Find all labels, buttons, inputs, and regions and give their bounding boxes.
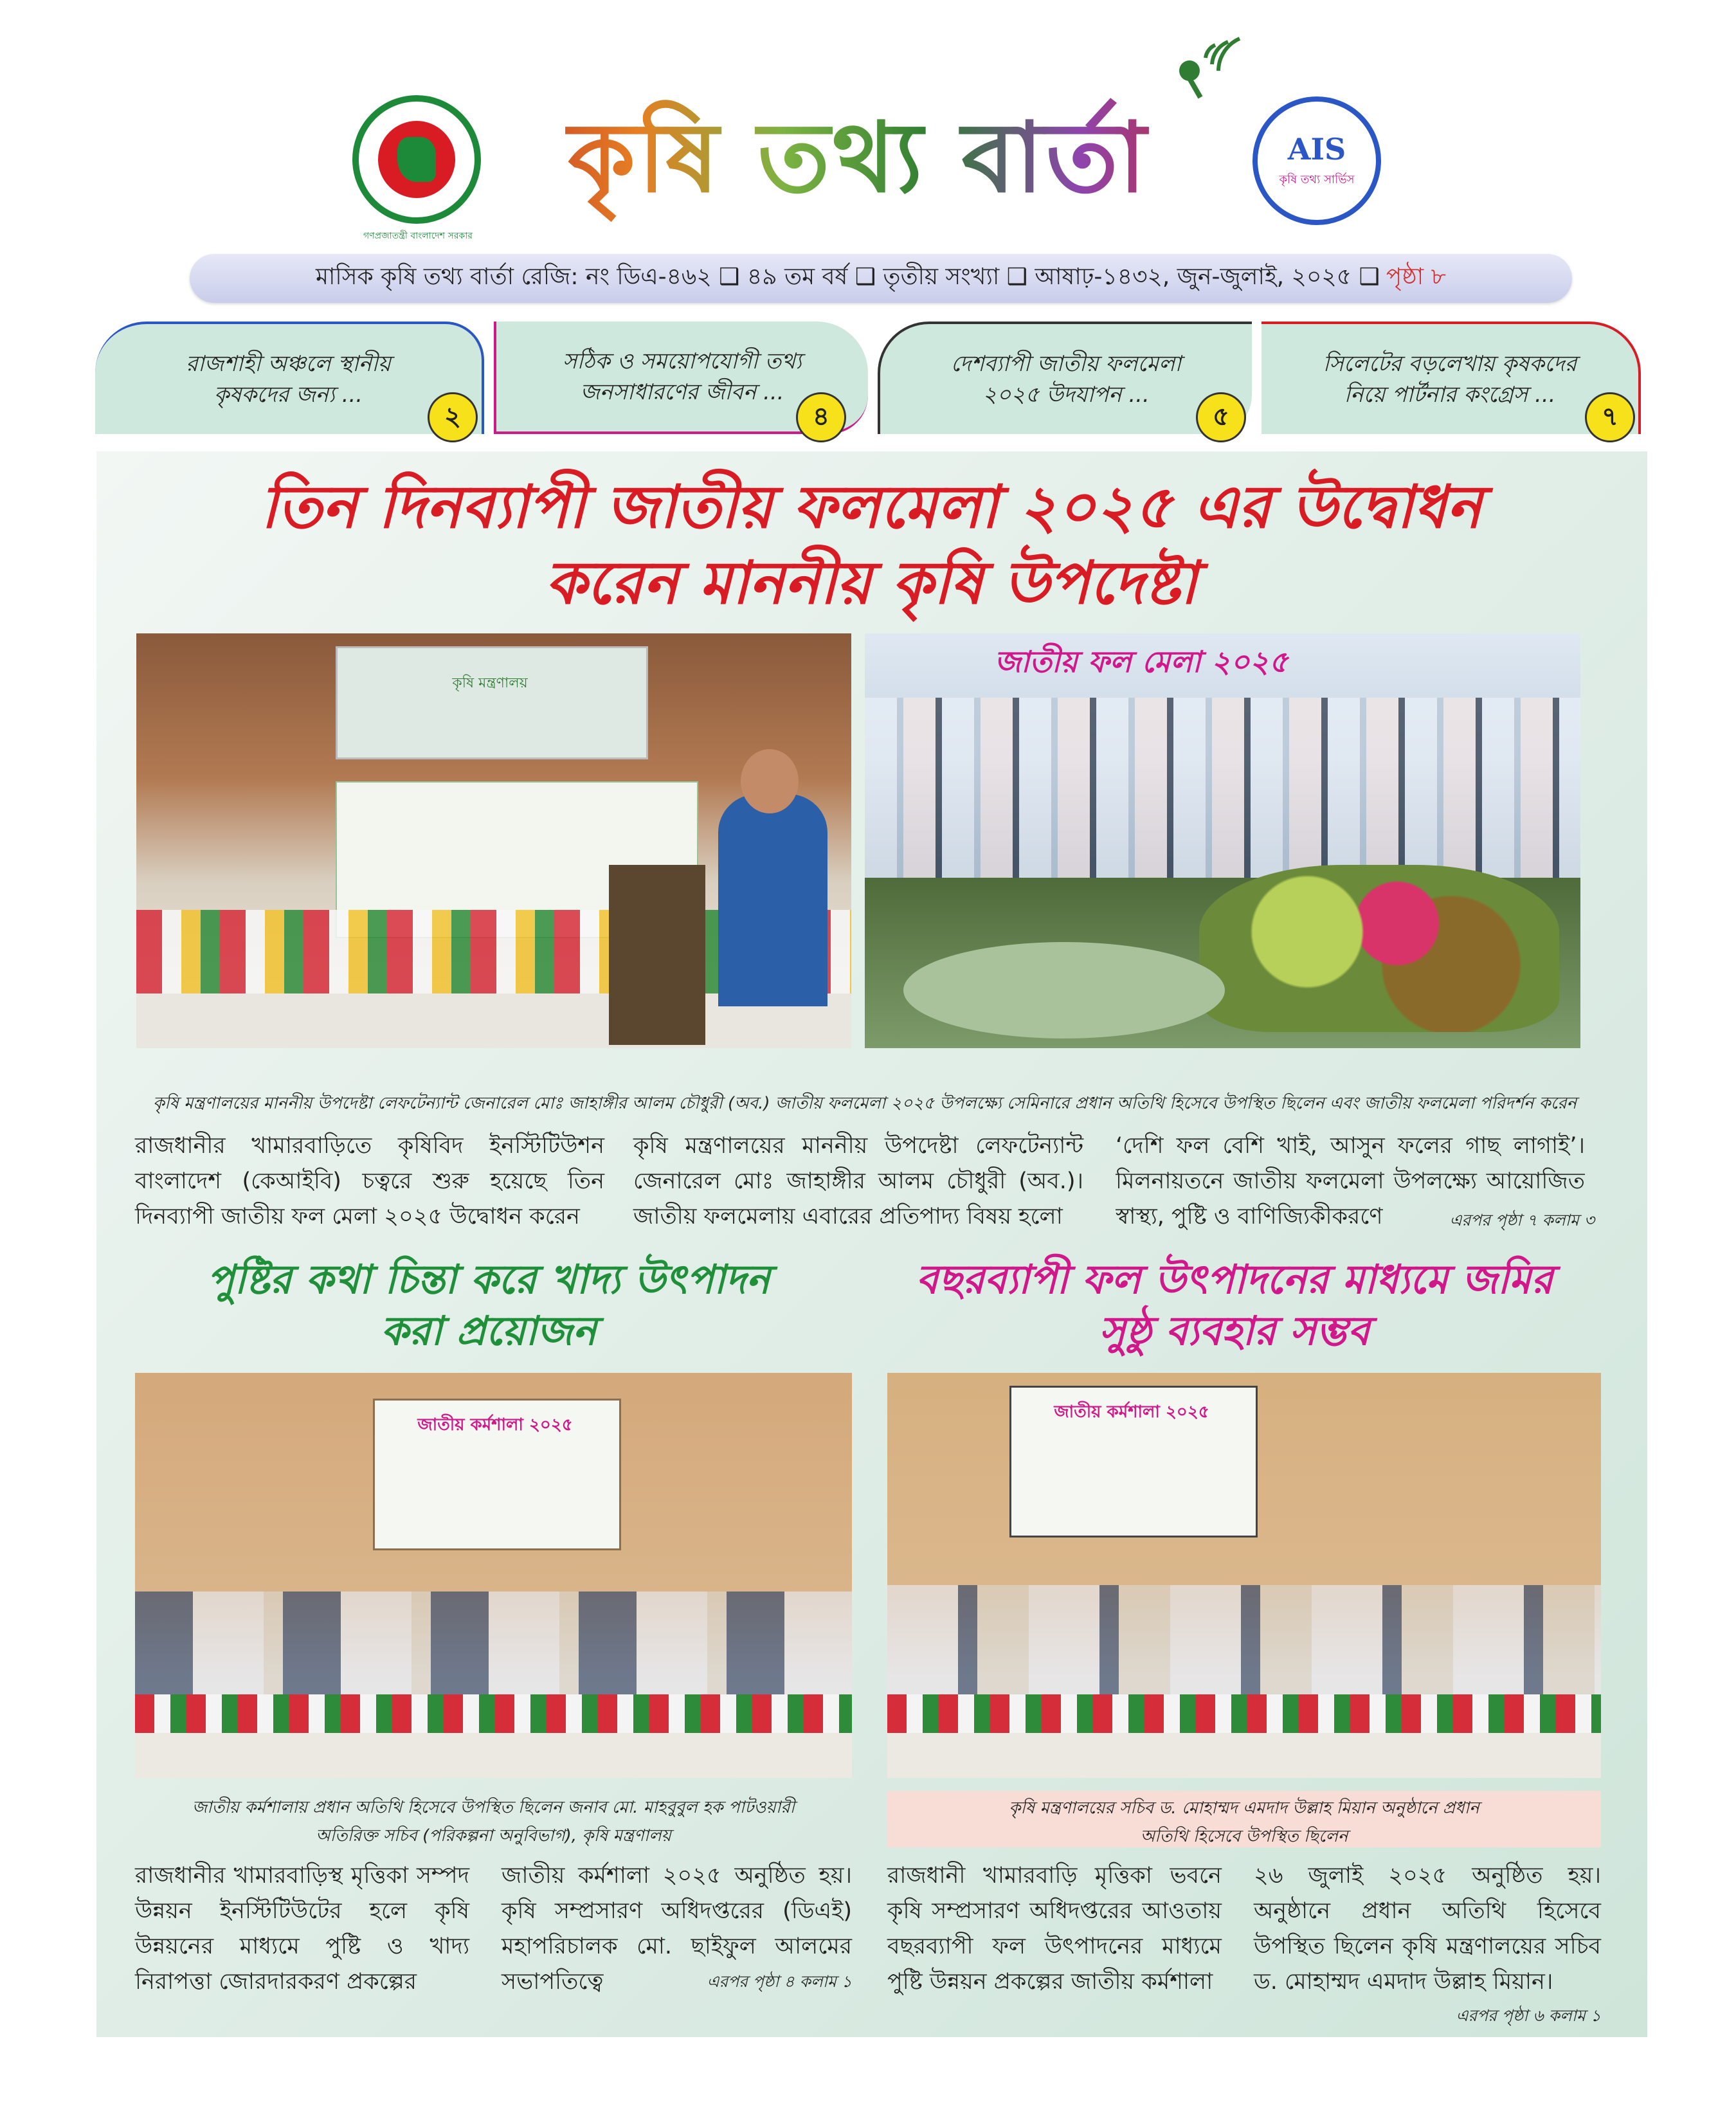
seminar-screen-title: কৃষি মন্ত্রণালয় xyxy=(452,675,528,691)
lead-continuation: এরপর পৃষ্ঠা ৭ কলাম ৩ xyxy=(1449,1211,1595,1229)
teaser-1-page-badge: ২ xyxy=(428,392,478,442)
left-caption-line1: জাতীয় কর্মশালায় প্রধান অতিথি হিসেবে উপস্থিত ছিলেন জনাব মো. মাহবুবুল হক পাটওয়ারী xyxy=(192,1798,795,1817)
teaser-1-line2: কৃষকদের জন্য ... xyxy=(213,381,363,408)
right-caption-line1: কৃষি মন্ত্রণালয়ের সচিব ড. মোহাম্মদ এমদাদ উল্লাহ মিয়ান অনুষ্ঠানে প্রধান xyxy=(1009,1799,1479,1818)
microphone-icon xyxy=(1151,26,1241,103)
teaser-1-line1: রাজশাহী অঞ্চলে স্থানীয় xyxy=(186,350,391,377)
page-number: পৃষ্ঠা ৮ xyxy=(1386,264,1446,290)
fruit-fair-banner: জাতীয় ফল মেলা ২০২৫ xyxy=(994,644,1288,679)
masthead-title: কৃষি তথ্য বার্তা xyxy=(489,90,1228,225)
teaser-4-line1: সিলেটের বড়লেখায় কৃষকদের xyxy=(1323,350,1577,377)
lead-photo-seminar xyxy=(136,633,851,1048)
right-story-photo xyxy=(887,1373,1601,1778)
left-story-headline-line2: করা প্রয়োজন xyxy=(381,1307,597,1354)
ais-logo-abbr: AIS xyxy=(1287,131,1346,167)
teaser-4[interactable] xyxy=(1261,322,1641,434)
lead-photo-fruit-fair xyxy=(865,633,1580,1048)
issue-info-bar xyxy=(190,254,1572,303)
teaser-2-line1: সঠিক ও সময়োপযোগী তথ্য xyxy=(562,348,802,374)
teaser-4-line2: নিয়ে পার্টনার কংগ্রেস ... xyxy=(1344,381,1556,408)
ais-logo-text: কৃষি তথ্য সার্ভিস xyxy=(1279,172,1355,186)
lead-column-1: রাজধানীর খামারবাড়িতে কৃষিবিদ ইনস্টিটিউশন বাংলাদেশ (কেআইবি) চত্বরে শুরু হয়েছে তিন দিনব্যাপী জাতীয় ফল মেলা ২০২৫ উদ্বোধন করেন xyxy=(135,1133,604,1229)
teaser-3-line1: দেশব্যাপী জাতীয় ফলমেলা xyxy=(950,350,1182,377)
lead-headline-line2: করেন মাননীয় কৃষি উপদেষ্টা xyxy=(545,549,1197,617)
teaser-2-line2: জনসাধারণের জীবন ... xyxy=(580,379,784,405)
teaser-4-page-badge: ৭ xyxy=(1585,392,1635,442)
left-story-continuation: এরপর পৃষ্ঠা ৪ কলাম ১ xyxy=(707,1972,852,1991)
teaser-1[interactable] xyxy=(95,322,484,434)
lead-column-3: ‘দেশি ফল বেশি খাই, আসুন ফলের গাছ লাগাই’। মিলনায়তনে জাতীয় ফলমেলা উপলক্ষ্যে আয়োজিত স্বাস্থ্য, পুষ্টি ও বাণিজ্যিকীকরণে xyxy=(1116,1133,1585,1229)
right-story-column-1: রাজধানী খামারবাড়ি মৃত্তিকা ভবনে কৃষি সম্প্রসারণ অধিদপ্তরের আওতায় বছরব্যাপী ফল উৎপাদনের মাধ্যমে পুষ্টি উন্নয়ন প্রকল্পের জাতীয় কর্মশালা xyxy=(887,1863,1222,1995)
right-screen-title: জাতীয় কর্মশালা ২০২৫ xyxy=(1054,1402,1209,1422)
left-story-caption xyxy=(135,1794,852,1851)
left-story-column-1: রাজধানীর খামারবাড়িস্থ মৃত্তিকা সম্পদ উন্নয়ন ইনস্টিটিউটের হলে কৃষি উন্নয়নের মাধ্যমে পুষ্টি ও খাদ্য নিরাপত্তা জোরদারকরণ প্রকল্পের xyxy=(135,1863,469,1995)
teaser-3-line2: ২০২৫ উদযাপন ... xyxy=(982,381,1150,408)
left-story-photo xyxy=(135,1373,852,1778)
right-story-headline-line2: সুষ্ঠু ব্যবহার সম্ভব xyxy=(1099,1307,1370,1354)
government-seal-text: গণপ্রজাতন্ত্রী বাংলাদেশ সরকার xyxy=(363,231,473,241)
left-story-headline xyxy=(135,1254,842,1357)
government-seal xyxy=(352,95,481,224)
lead-column-2: কৃষি মন্ত্রণালয়ের মাননীয় উপদেষ্টা লেফটেন্যান্ট জেনারেল মোঃ জাহাঙ্গীর আলম চৌধুরী (অব.)। জাতীয় ফলমেলায় এবারের প্রতিপাদ্য বিষয় হলো xyxy=(633,1133,1083,1229)
lead-headline-line1: তিন দিনব্যাপী জাতীয় ফলমেলা ২০২৫ এর উদ্বোধন xyxy=(260,473,1482,541)
left-story-column-2: জাতীয় কর্মশালা ২০২৫ অনুষ্ঠিত হয়। কৃষি সম্প্রসারণ অধিদপ্তরের (ডিএই) মহাপরিচালক মো. ছাইফুল আলমের সভাপতিত্বে xyxy=(502,1863,852,1995)
left-caption-line2: অতিরিক্ত সচিব (পরিকল্পনা অনুবিভাগ), কৃষি মন্ত্রণালয় xyxy=(316,1826,671,1845)
lead-headline xyxy=(116,469,1627,621)
teaser-2-page-badge: ৪ xyxy=(796,392,846,442)
ais-logo xyxy=(1252,96,1381,225)
right-caption-line2: অতিথি হিসেবে উপস্থিত ছিলেন xyxy=(1140,1827,1348,1846)
right-story-continuation: এরপর পৃষ্ঠা ৬ কলাম ১ xyxy=(1456,2006,1601,2025)
right-story-column-2: ২৬ জুলাই ২০২৫ অনুষ্ঠিত হয়। অনুষ্ঠানে প্রধান অতিথি হিসেবে উপস্থিত ছিলেন কৃষি মন্ত্রণালয়ের সচিব ড. মোহাম্মদ এমদাদ উল্লাহ মিয়ান। xyxy=(1254,1863,1601,1995)
right-story-headline xyxy=(881,1254,1588,1357)
left-screen-title: জাতীয় কর্মশালা ২০২৫ xyxy=(417,1415,573,1435)
issue-info-text: মাসিক কৃষি তথ্য বার্তা রেজি: নং ডিএ-৪৬২ ❑ ৪৯ তম বর্ষ ❑ তৃতীয় সংখ্যা ❑ আষাঢ়-১৪৩২, জুন-জুলাই, ২০২৫ ❑ xyxy=(315,264,1380,290)
right-story-headline-line1: বছরব্যাপী ফল উৎপাদনের মাধ্যমে জমির xyxy=(916,1256,1553,1303)
teaser-3-page-badge: ৫ xyxy=(1196,392,1246,442)
right-story-caption xyxy=(887,1791,1601,1847)
left-story-headline-line1: পুষ্টির কথা চিন্তা করে খাদ্য উৎপাদন xyxy=(207,1256,770,1303)
lead-photo-caption: কৃষি মন্ত্রণালয়ের মাননীয় উপদেষ্টা লেফটেন্যান্ট জেনারেল মোঃ জাহাঙ্গীর আলম চৌধুরী (অব.) জাতীয় ফলমেলা ২০২৫ উপলক্ষ্যে সেমিনারে প্রধান অতিথি হিসেবে উপস্থিত ছিলেন এবং জাতীয় ফলমেলা পরিদর্শন করেন xyxy=(152,1094,1577,1113)
